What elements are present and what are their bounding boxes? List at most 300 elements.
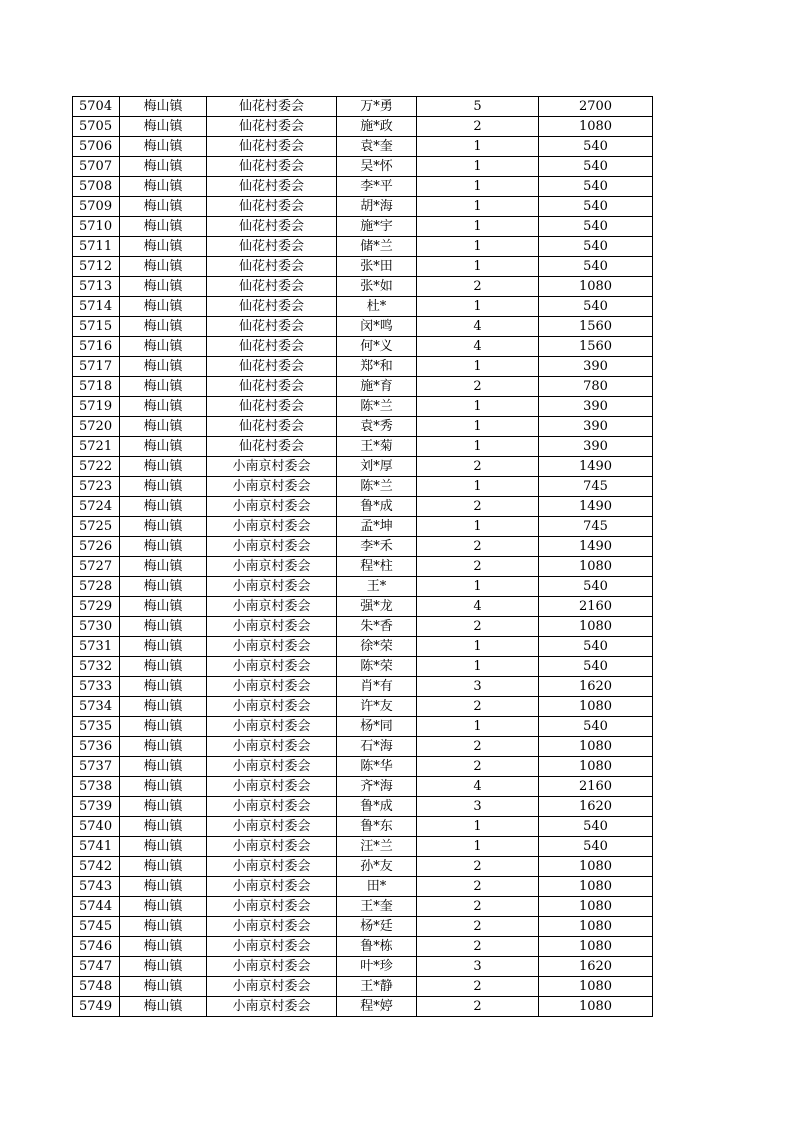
town-cell: 梅山镇 xyxy=(120,897,207,917)
village-committee-cell: 小南京村委会 xyxy=(207,717,337,737)
village-committee-cell: 仙花村委会 xyxy=(207,377,337,397)
town-cell: 梅山镇 xyxy=(120,197,207,217)
town-cell: 梅山镇 xyxy=(120,417,207,437)
amount-cell: 1080 xyxy=(539,557,653,577)
household-count-cell: 1 xyxy=(417,357,539,377)
serial-number-cell: 5729 xyxy=(73,597,120,617)
village-committee-cell: 仙花村委会 xyxy=(207,197,337,217)
name-cell: 杜* xyxy=(337,297,417,317)
town-cell: 梅山镇 xyxy=(120,477,207,497)
amount-cell: 1080 xyxy=(539,897,653,917)
village-committee-cell: 小南京村委会 xyxy=(207,577,337,597)
serial-number-cell: 5740 xyxy=(73,817,120,837)
amount-cell: 745 xyxy=(539,477,653,497)
household-count-cell: 3 xyxy=(417,797,539,817)
name-cell: 程*柱 xyxy=(337,557,417,577)
village-committee-cell: 小南京村委会 xyxy=(207,557,337,577)
amount-cell: 1490 xyxy=(539,457,653,477)
amount-cell: 1080 xyxy=(539,857,653,877)
table-row xyxy=(73,437,653,457)
town-cell: 梅山镇 xyxy=(120,177,207,197)
village-committee-cell: 仙花村委会 xyxy=(207,117,337,137)
name-cell: 郑*和 xyxy=(337,357,417,377)
household-count-cell: 2 xyxy=(417,617,539,637)
name-cell: 何*义 xyxy=(337,337,417,357)
town-cell: 梅山镇 xyxy=(120,677,207,697)
town-cell: 梅山镇 xyxy=(120,777,207,797)
amount-cell: 1560 xyxy=(539,337,653,357)
table-row xyxy=(73,137,653,157)
amount-cell: 390 xyxy=(539,397,653,417)
town-cell: 梅山镇 xyxy=(120,977,207,997)
household-count-cell: 1 xyxy=(417,837,539,857)
household-count-cell: 2 xyxy=(417,377,539,397)
household-count-cell: 2 xyxy=(417,917,539,937)
household-count-cell: 2 xyxy=(417,537,539,557)
name-cell: 鲁*栋 xyxy=(337,937,417,957)
table-row xyxy=(73,377,653,397)
town-cell: 梅山镇 xyxy=(120,257,207,277)
town-cell: 梅山镇 xyxy=(120,397,207,417)
name-cell: 吴*怀 xyxy=(337,157,417,177)
name-cell: 王*菊 xyxy=(337,437,417,457)
town-cell: 梅山镇 xyxy=(120,757,207,777)
serial-number-cell: 5749 xyxy=(73,997,120,1017)
amount-cell: 745 xyxy=(539,517,653,537)
village-committee-cell: 小南京村委会 xyxy=(207,997,337,1017)
village-committee-cell: 小南京村委会 xyxy=(207,777,337,797)
amount-cell: 540 xyxy=(539,177,653,197)
town-cell: 梅山镇 xyxy=(120,697,207,717)
serial-number-cell: 5705 xyxy=(73,117,120,137)
amount-cell: 1080 xyxy=(539,757,653,777)
household-count-cell: 1 xyxy=(417,137,539,157)
name-cell: 袁*奎 xyxy=(337,137,417,157)
table-row xyxy=(73,997,653,1017)
household-count-cell: 3 xyxy=(417,677,539,697)
name-cell: 石*海 xyxy=(337,737,417,757)
serial-number-cell: 5721 xyxy=(73,437,120,457)
amount-cell: 540 xyxy=(539,217,653,237)
serial-number-cell: 5723 xyxy=(73,477,120,497)
amount-cell: 540 xyxy=(539,257,653,277)
serial-number-cell: 5725 xyxy=(73,517,120,537)
name-cell: 陈*华 xyxy=(337,757,417,777)
town-cell: 梅山镇 xyxy=(120,297,207,317)
amount-cell: 1620 xyxy=(539,957,653,977)
town-cell: 梅山镇 xyxy=(120,517,207,537)
village-committee-cell: 仙花村委会 xyxy=(207,217,337,237)
serial-number-cell: 5712 xyxy=(73,257,120,277)
serial-number-cell: 5747 xyxy=(73,957,120,977)
name-cell: 孟*坤 xyxy=(337,517,417,537)
name-cell: 肖*有 xyxy=(337,677,417,697)
village-committee-cell: 仙花村委会 xyxy=(207,357,337,377)
amount-cell: 1080 xyxy=(539,617,653,637)
village-committee-cell: 小南京村委会 xyxy=(207,637,337,657)
village-committee-cell: 小南京村委会 xyxy=(207,977,337,997)
serial-number-cell: 5738 xyxy=(73,777,120,797)
amount-cell: 540 xyxy=(539,157,653,177)
serial-number-cell: 5742 xyxy=(73,857,120,877)
table-row xyxy=(73,817,653,837)
serial-number-cell: 5711 xyxy=(73,237,120,257)
serial-number-cell: 5706 xyxy=(73,137,120,157)
table-row xyxy=(73,177,653,197)
village-committee-cell: 小南京村委会 xyxy=(207,597,337,617)
serial-number-cell: 5722 xyxy=(73,457,120,477)
village-committee-cell: 小南京村委会 xyxy=(207,477,337,497)
amount-cell: 540 xyxy=(539,137,653,157)
serial-number-cell: 5710 xyxy=(73,217,120,237)
village-committee-cell: 小南京村委会 xyxy=(207,657,337,677)
name-cell: 刘*厚 xyxy=(337,457,417,477)
name-cell: 袁*秀 xyxy=(337,417,417,437)
name-cell: 陈*兰 xyxy=(337,397,417,417)
village-committee-cell: 小南京村委会 xyxy=(207,497,337,517)
name-cell: 叶*珍 xyxy=(337,957,417,977)
name-cell: 王* xyxy=(337,577,417,597)
table-row xyxy=(73,277,653,297)
table-row xyxy=(73,157,653,177)
table-row xyxy=(73,477,653,497)
amount-cell: 1080 xyxy=(539,737,653,757)
village-committee-cell: 仙花村委会 xyxy=(207,297,337,317)
serial-number-cell: 5704 xyxy=(73,97,120,117)
town-cell: 梅山镇 xyxy=(120,797,207,817)
table-body xyxy=(73,97,653,1017)
household-count-cell: 1 xyxy=(417,477,539,497)
household-count-cell: 4 xyxy=(417,777,539,797)
household-count-cell: 2 xyxy=(417,997,539,1017)
table-row xyxy=(73,577,653,597)
name-cell: 张*如 xyxy=(337,277,417,297)
household-count-cell: 1 xyxy=(417,197,539,217)
table-row xyxy=(73,777,653,797)
village-committee-cell: 仙花村委会 xyxy=(207,97,337,117)
village-committee-cell: 小南京村委会 xyxy=(207,877,337,897)
town-cell: 梅山镇 xyxy=(120,457,207,477)
town-cell: 梅山镇 xyxy=(120,277,207,297)
town-cell: 梅山镇 xyxy=(120,497,207,517)
household-count-cell: 4 xyxy=(417,317,539,337)
table-row xyxy=(73,657,653,677)
serial-number-cell: 5713 xyxy=(73,277,120,297)
village-committee-cell: 小南京村委会 xyxy=(207,957,337,977)
village-committee-cell: 仙花村委会 xyxy=(207,157,337,177)
name-cell: 许*友 xyxy=(337,697,417,717)
village-committee-cell: 小南京村委会 xyxy=(207,457,337,477)
serial-number-cell: 5743 xyxy=(73,877,120,897)
serial-number-cell: 5719 xyxy=(73,397,120,417)
table-row xyxy=(73,797,653,817)
village-committee-cell: 小南京村委会 xyxy=(207,617,337,637)
serial-number-cell: 5746 xyxy=(73,937,120,957)
amount-cell: 540 xyxy=(539,237,653,257)
name-cell: 陈*兰 xyxy=(337,477,417,497)
household-count-cell: 1 xyxy=(417,517,539,537)
household-count-cell: 1 xyxy=(417,417,539,437)
serial-number-cell: 5716 xyxy=(73,337,120,357)
name-cell: 鲁*东 xyxy=(337,817,417,837)
household-count-cell: 1 xyxy=(417,657,539,677)
town-cell: 梅山镇 xyxy=(120,857,207,877)
town-cell: 梅山镇 xyxy=(120,637,207,657)
name-cell: 施*政 xyxy=(337,117,417,137)
table-row xyxy=(73,557,653,577)
table-row xyxy=(73,537,653,557)
household-count-cell: 1 xyxy=(417,177,539,197)
town-cell: 梅山镇 xyxy=(120,537,207,557)
household-count-cell: 2 xyxy=(417,977,539,997)
household-count-cell: 2 xyxy=(417,497,539,517)
serial-number-cell: 5709 xyxy=(73,197,120,217)
table-row xyxy=(73,297,653,317)
table-row xyxy=(73,717,653,737)
table-row xyxy=(73,957,653,977)
household-count-cell: 1 xyxy=(417,157,539,177)
town-cell: 梅山镇 xyxy=(120,657,207,677)
name-cell: 万*勇 xyxy=(337,97,417,117)
town-cell: 梅山镇 xyxy=(120,377,207,397)
amount-cell: 1620 xyxy=(539,677,653,697)
household-count-cell: 1 xyxy=(417,217,539,237)
table-row xyxy=(73,97,653,117)
amount-cell: 390 xyxy=(539,357,653,377)
household-count-cell: 3 xyxy=(417,957,539,977)
village-committee-cell: 小南京村委会 xyxy=(207,737,337,757)
amount-cell: 1080 xyxy=(539,997,653,1017)
household-count-cell: 2 xyxy=(417,697,539,717)
household-count-cell: 5 xyxy=(417,97,539,117)
town-cell: 梅山镇 xyxy=(120,737,207,757)
table-row xyxy=(73,617,653,637)
name-cell: 王*静 xyxy=(337,977,417,997)
amount-cell: 1080 xyxy=(539,697,653,717)
table-row xyxy=(73,337,653,357)
serial-number-cell: 5739 xyxy=(73,797,120,817)
village-committee-cell: 仙花村委会 xyxy=(207,437,337,457)
name-cell: 朱*香 xyxy=(337,617,417,637)
village-committee-cell: 小南京村委会 xyxy=(207,897,337,917)
household-count-cell: 2 xyxy=(417,757,539,777)
table-row xyxy=(73,497,653,517)
serial-number-cell: 5726 xyxy=(73,537,120,557)
table-row xyxy=(73,897,653,917)
amount-cell: 1560 xyxy=(539,317,653,337)
village-committee-cell: 小南京村委会 xyxy=(207,817,337,837)
name-cell: 汪*兰 xyxy=(337,837,417,857)
town-cell: 梅山镇 xyxy=(120,577,207,597)
town-cell: 梅山镇 xyxy=(120,837,207,857)
town-cell: 梅山镇 xyxy=(120,117,207,137)
name-cell: 施*宇 xyxy=(337,217,417,237)
village-committee-cell: 仙花村委会 xyxy=(207,397,337,417)
table-row xyxy=(73,117,653,137)
household-count-cell: 1 xyxy=(417,237,539,257)
name-cell: 杨*同 xyxy=(337,717,417,737)
name-cell: 鲁*成 xyxy=(337,797,417,817)
name-cell: 徐*荣 xyxy=(337,637,417,657)
table-row xyxy=(73,417,653,437)
town-cell: 梅山镇 xyxy=(120,97,207,117)
serial-number-cell: 5720 xyxy=(73,417,120,437)
village-committee-cell: 小南京村委会 xyxy=(207,797,337,817)
serial-number-cell: 5737 xyxy=(73,757,120,777)
village-committee-cell: 小南京村委会 xyxy=(207,917,337,937)
village-committee-cell: 小南京村委会 xyxy=(207,857,337,877)
name-cell: 王*奎 xyxy=(337,897,417,917)
household-count-cell: 1 xyxy=(417,577,539,597)
town-cell: 梅山镇 xyxy=(120,217,207,237)
household-count-cell: 2 xyxy=(417,457,539,477)
name-cell: 陈*荣 xyxy=(337,657,417,677)
name-cell: 张*田 xyxy=(337,257,417,277)
table-row xyxy=(73,197,653,217)
amount-cell: 1080 xyxy=(539,977,653,997)
table-row xyxy=(73,237,653,257)
household-count-cell: 2 xyxy=(417,557,539,577)
town-cell: 梅山镇 xyxy=(120,597,207,617)
village-committee-cell: 小南京村委会 xyxy=(207,677,337,697)
amount-cell: 1080 xyxy=(539,277,653,297)
town-cell: 梅山镇 xyxy=(120,437,207,457)
household-count-cell: 2 xyxy=(417,897,539,917)
serial-number-cell: 5718 xyxy=(73,377,120,397)
table-row xyxy=(73,857,653,877)
table-row xyxy=(73,757,653,777)
subsidy-table xyxy=(72,96,653,1017)
village-committee-cell: 仙花村委会 xyxy=(207,417,337,437)
amount-cell: 540 xyxy=(539,577,653,597)
table-row xyxy=(73,457,653,477)
town-cell: 梅山镇 xyxy=(120,557,207,577)
village-committee-cell: 仙花村委会 xyxy=(207,237,337,257)
name-cell: 李*禾 xyxy=(337,537,417,557)
serial-number-cell: 5728 xyxy=(73,577,120,597)
serial-number-cell: 5715 xyxy=(73,317,120,337)
name-cell: 鲁*成 xyxy=(337,497,417,517)
table-row xyxy=(73,597,653,617)
amount-cell: 540 xyxy=(539,717,653,737)
serial-number-cell: 5724 xyxy=(73,497,120,517)
household-count-cell: 2 xyxy=(417,877,539,897)
household-count-cell: 1 xyxy=(417,257,539,277)
town-cell: 梅山镇 xyxy=(120,917,207,937)
town-cell: 梅山镇 xyxy=(120,717,207,737)
village-committee-cell: 小南京村委会 xyxy=(207,937,337,957)
table-row xyxy=(73,697,653,717)
amount-cell: 780 xyxy=(539,377,653,397)
name-cell: 储*兰 xyxy=(337,237,417,257)
amount-cell: 540 xyxy=(539,817,653,837)
amount-cell: 540 xyxy=(539,637,653,657)
amount-cell: 1080 xyxy=(539,117,653,137)
table-row xyxy=(73,397,653,417)
village-committee-cell: 小南京村委会 xyxy=(207,757,337,777)
table-row xyxy=(73,737,653,757)
table-row xyxy=(73,877,653,897)
village-committee-cell: 仙花村委会 xyxy=(207,317,337,337)
village-committee-cell: 仙花村委会 xyxy=(207,337,337,357)
town-cell: 梅山镇 xyxy=(120,317,207,337)
town-cell: 梅山镇 xyxy=(120,137,207,157)
table-row xyxy=(73,217,653,237)
amount-cell: 1490 xyxy=(539,537,653,557)
town-cell: 梅山镇 xyxy=(120,157,207,177)
household-count-cell: 4 xyxy=(417,597,539,617)
name-cell: 田* xyxy=(337,877,417,897)
table-row xyxy=(73,977,653,997)
serial-number-cell: 5735 xyxy=(73,717,120,737)
serial-number-cell: 5707 xyxy=(73,157,120,177)
household-count-cell: 1 xyxy=(417,437,539,457)
serial-number-cell: 5736 xyxy=(73,737,120,757)
town-cell: 梅山镇 xyxy=(120,237,207,257)
name-cell: 强*龙 xyxy=(337,597,417,617)
village-committee-cell: 仙花村委会 xyxy=(207,177,337,197)
serial-number-cell: 5708 xyxy=(73,177,120,197)
serial-number-cell: 5714 xyxy=(73,297,120,317)
serial-number-cell: 5727 xyxy=(73,557,120,577)
amount-cell: 1080 xyxy=(539,937,653,957)
name-cell: 胡*海 xyxy=(337,197,417,217)
amount-cell: 540 xyxy=(539,297,653,317)
table-row xyxy=(73,917,653,937)
table-row xyxy=(73,357,653,377)
household-count-cell: 1 xyxy=(417,637,539,657)
amount-cell: 2700 xyxy=(539,97,653,117)
amount-cell: 390 xyxy=(539,417,653,437)
town-cell: 梅山镇 xyxy=(120,337,207,357)
serial-number-cell: 5731 xyxy=(73,637,120,657)
amount-cell: 2160 xyxy=(539,597,653,617)
table-row xyxy=(73,937,653,957)
serial-number-cell: 5733 xyxy=(73,677,120,697)
name-cell: 闵*鸣 xyxy=(337,317,417,337)
name-cell: 孙*友 xyxy=(337,857,417,877)
household-count-cell: 2 xyxy=(417,937,539,957)
village-committee-cell: 仙花村委会 xyxy=(207,257,337,277)
amount-cell: 540 xyxy=(539,837,653,857)
household-count-cell: 2 xyxy=(417,857,539,877)
town-cell: 梅山镇 xyxy=(120,997,207,1017)
table-row xyxy=(73,677,653,697)
household-count-cell: 2 xyxy=(417,737,539,757)
town-cell: 梅山镇 xyxy=(120,357,207,377)
household-count-cell: 2 xyxy=(417,277,539,297)
village-committee-cell: 小南京村委会 xyxy=(207,697,337,717)
household-count-cell: 1 xyxy=(417,717,539,737)
name-cell: 齐*海 xyxy=(337,777,417,797)
village-committee-cell: 仙花村委会 xyxy=(207,137,337,157)
amount-cell: 2160 xyxy=(539,777,653,797)
village-committee-cell: 仙花村委会 xyxy=(207,277,337,297)
name-cell: 李*平 xyxy=(337,177,417,197)
village-committee-cell: 小南京村委会 xyxy=(207,837,337,857)
name-cell: 杨*廷 xyxy=(337,917,417,937)
household-count-cell: 4 xyxy=(417,337,539,357)
table-row xyxy=(73,317,653,337)
table-row xyxy=(73,257,653,277)
town-cell: 梅山镇 xyxy=(120,877,207,897)
amount-cell: 1490 xyxy=(539,497,653,517)
village-committee-cell: 小南京村委会 xyxy=(207,517,337,537)
town-cell: 梅山镇 xyxy=(120,817,207,837)
town-cell: 梅山镇 xyxy=(120,937,207,957)
table-row xyxy=(73,637,653,657)
household-count-cell: 1 xyxy=(417,297,539,317)
